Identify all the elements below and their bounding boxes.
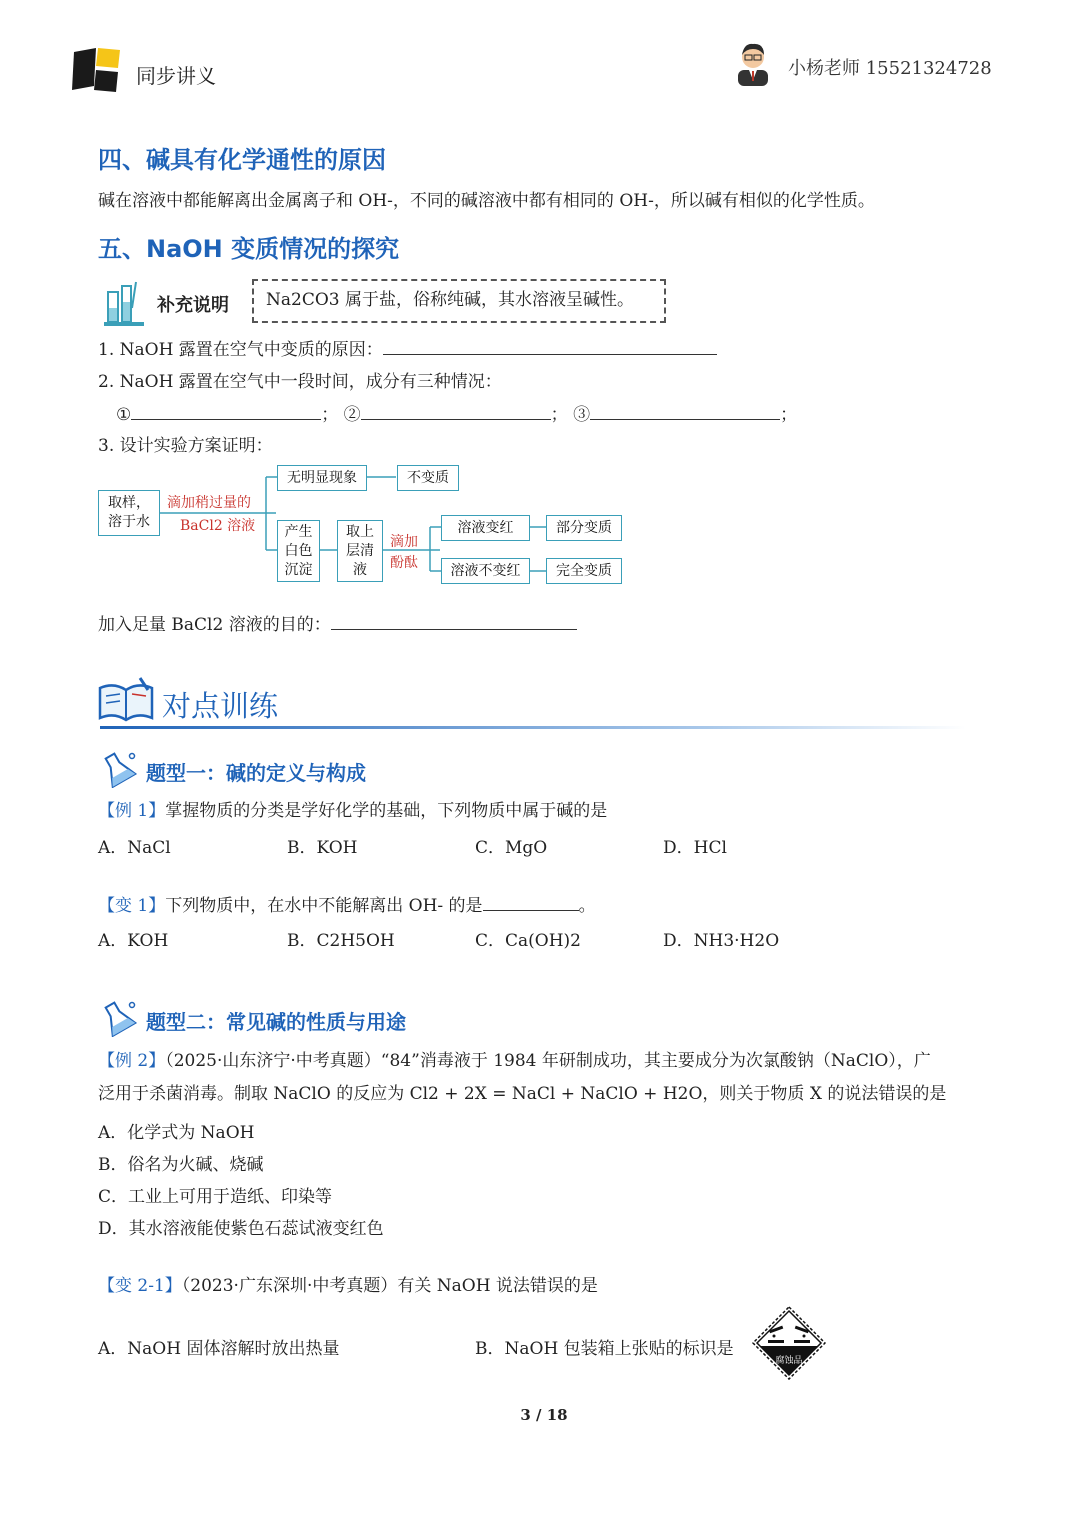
practice-divider <box>100 726 966 729</box>
var2-option-b[interactable]: B．NaOH 包装箱上张贴的标识是 <box>475 1339 734 1359</box>
variant-1-end: 。 <box>578 896 596 916</box>
ex2-option-a[interactable]: A．化学式为 NaOH <box>98 1123 255 1143</box>
purpose-question <box>98 613 577 636</box>
supplement-label: 补充说明 <box>157 295 229 316</box>
flow-add-bacl2: 滴加稍过量的 <box>167 495 251 511</box>
var1-option-a[interactable]: A．KOH <box>98 931 169 951</box>
flow-full: 完全变质 <box>546 558 622 584</box>
page-number: 3 / 18 <box>520 1406 568 1424</box>
ex2-option-c[interactable]: C．工业上可用于造纸、印染等 <box>98 1187 333 1207</box>
variant-1 <box>98 894 596 917</box>
var1-option-b[interactable]: B．C2H5OH <box>287 931 395 951</box>
example-1-text: 掌握物质的分类是学好化学的基础，下列物质中属于碱的是 <box>165 801 608 821</box>
practice-title: 对点训练 <box>162 689 279 723</box>
ex1-option-d[interactable]: D．HCl <box>663 838 727 858</box>
variant-2-1 <box>98 1275 598 1297</box>
flow-start: 取样，溶于水 <box>98 490 160 536</box>
flow-not-spoiled: 不变质 <box>397 465 459 491</box>
ex2-option-d[interactable]: D．其水溶液能使紫色石蕊试液变红色 <box>98 1219 384 1239</box>
question-1-text: 1. NaOH 露置在空气中变质的原因： <box>98 340 383 360</box>
flow-precipitate: 产生白色沉淀 <box>277 520 320 582</box>
section4-heading: 四、碱具有化学通性的原因 <box>98 146 386 174</box>
var2-option-a[interactable]: A．NaOH 固体溶解时放出热量 <box>98 1339 340 1359</box>
teacher-contact: 小杨老师 15521324728 <box>788 58 992 79</box>
ex2-option-b[interactable]: B．俗名为火碱、烧碱 <box>98 1155 264 1175</box>
example-2-tag: 【例 2】 <box>98 1051 166 1071</box>
choice-2-label: ② <box>343 405 361 425</box>
blank-variant-1[interactable] <box>483 894 579 911</box>
purpose-text: 加入足量 BaCl2 溶液的目的： <box>98 615 331 635</box>
sep-2: ； <box>550 405 568 425</box>
corrosive-hazard-icon <box>752 1306 826 1380</box>
flow-take-clear-liquid: 取上层清液 <box>337 520 383 582</box>
example-2-line1 <box>98 1050 931 1072</box>
question-2: 2. NaOH 露置在空气中一段时间，成分有三种情况： <box>98 372 502 392</box>
var1-option-c[interactable]: C．Ca(OH)2 <box>475 931 581 951</box>
sep-1: ； <box>321 405 339 425</box>
variant-1-tag: 【变 1】 <box>98 896 166 916</box>
sep-3: ； <box>780 405 798 425</box>
example-1 <box>98 800 607 822</box>
flow-add-phenolphthalein: 滴加酚酞 <box>390 534 418 571</box>
example-2-line2: 泛用于杀菌消毒。制取 NaClO 的反应为 Cl2 + 2X = NaCl + NaClO + H2O，则关于物质 X 的说法错误的是 <box>98 1084 947 1104</box>
flow-not-red: 溶液不变红 <box>441 558 530 584</box>
book-icon <box>96 676 156 724</box>
var1-option-d[interactable]: D．NH3·H2O <box>663 931 780 951</box>
ex1-option-c[interactable]: C．MgO <box>475 838 548 858</box>
supplement-text: Na2CO3 属于盐，俗称纯碱，其水溶液呈碱性。 <box>266 290 634 310</box>
flask-icon-1 <box>98 750 138 788</box>
hazard-label: 腐蚀品 <box>775 1356 803 1366</box>
type1-heading: 题型一：碱的定义与构成 <box>146 761 366 785</box>
example-1-tag: 【例 1】 <box>98 801 166 821</box>
type2-heading: 题型二：常见碱的性质与用途 <box>146 1010 406 1034</box>
section4-text: 碱在溶液中都能解离出金属离子和 OH-，不同的碱溶液中都有相同的 OH-，所以碱有相似的化学性质。 <box>98 191 875 211</box>
question-3: 3. 设计实验方案证明： <box>98 436 273 456</box>
choice-1-label: ① <box>116 405 132 425</box>
flow-no-change: 无明显现象 <box>277 465 367 491</box>
flow-add-bacl2-solution: BaCl2 溶液 <box>180 518 256 534</box>
variant-2-text: （2023·广东深圳·中考真题）有关 NaOH 说法错误的是 <box>181 1276 598 1296</box>
flow-partial: 部分变质 <box>546 515 622 541</box>
flow-connectors <box>0 0 1080 600</box>
flask-icon-2 <box>98 999 138 1037</box>
choice-3-label: ③ <box>573 405 591 425</box>
section5-heading: 五、NaOH 变质情况的探究 <box>98 235 400 263</box>
variant-1-text: 下列物质中，在水中不能解离出 OH- 的是 <box>165 896 483 916</box>
header-title: 同步讲义 <box>136 64 216 88</box>
blank-purpose[interactable] <box>331 613 577 630</box>
flow-turn-red: 溶液变红 <box>441 515 530 541</box>
ex1-option-b[interactable]: B．KOH <box>287 838 358 858</box>
variant-2-tag: 【变 2-1】 <box>98 1276 182 1296</box>
ex1-option-a[interactable]: A．NaCl <box>98 838 171 858</box>
example-2-text: （2025·山东济宁·中考真题）“84”消毒液于 1984 年研制成功，其主要成分为次氯酸钠（NaClO），广 <box>165 1051 931 1071</box>
